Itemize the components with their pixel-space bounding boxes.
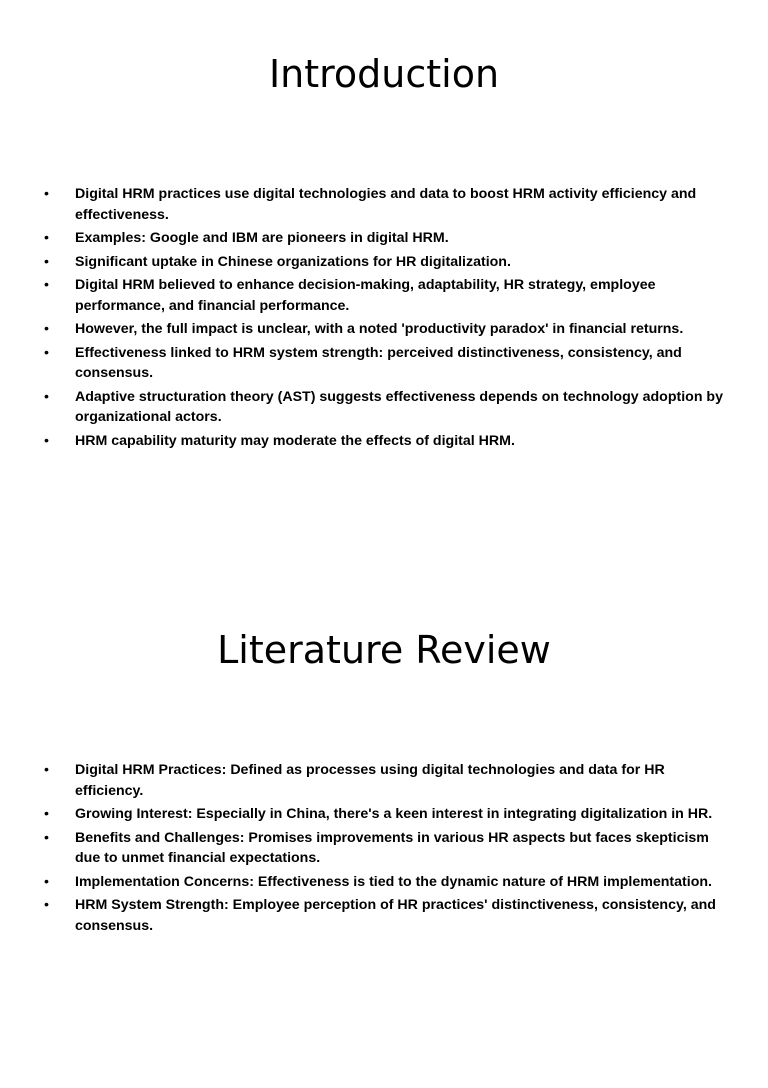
bullet-icon: •: [44, 829, 49, 846]
list-item: [44, 828, 734, 869]
list-item: [44, 343, 734, 384]
bullet-list: [44, 184, 734, 454]
list-item: [44, 252, 734, 273]
slide-title: Introduction: [268, 52, 500, 96]
bullet-text: Digital HRM practices use digital technologies and data to boost HRM activity efficiency and effectiveness.: [75, 186, 697, 223]
bullet-icon: •: [44, 388, 49, 405]
bullet-icon: •: [44, 277, 49, 293]
bullet-text: Examples: Google and IBM are pioneers in digital HRM.: [75, 230, 449, 246]
slide-title: Literature Review: [217, 628, 551, 672]
bullet-text: HRM System Strength: Employee perception of HR practices' distinctiveness, consistency, and consensus.: [75, 897, 716, 934]
bullet-text: Digital HRM believed to enhance decision-making, adaptability, HR strategy, employee performance, and financial performance.: [75, 277, 656, 314]
list-item: [44, 387, 734, 428]
bullet-icon: •: [44, 762, 49, 778]
bullet-text: HRM capability maturity may moderate the effects of digital HRM.: [75, 432, 515, 449]
list-item: [44, 228, 734, 249]
slide-introduction: [0, 0, 768, 512]
bullet-text: Adaptive structuration theory (AST) suggests effectiveness depends on technology adoption by organizational actors.: [75, 388, 723, 425]
bullet-icon: •: [44, 344, 49, 361]
bullet-text: Implementation Concerns: Effectiveness is tied to the dynamic nature of HRM implementation.: [75, 873, 712, 890]
bullet-text: However, the full impact is unclear, with a noted 'productivity paradox' in financial returns.: [75, 321, 684, 337]
list-item: [44, 895, 734, 936]
slide-literature-review: [0, 576, 768, 1088]
bullet-text: Digital HRM Practices: Defined as processes using digital technologies and data for HR efficiency.: [75, 762, 665, 799]
bullet-icon: •: [44, 321, 49, 337]
list-item: [44, 275, 734, 316]
bullet-icon: •: [44, 253, 49, 270]
bullet-icon: •: [44, 806, 49, 822]
bullet-text: Significant uptake in Chinese organizations for HR digitalization.: [75, 253, 511, 270]
list-item: [44, 184, 734, 225]
bullet-icon: •: [44, 432, 49, 449]
bullet-icon: •: [44, 186, 49, 202]
bullet-text: Effectiveness linked to HRM system strength: perceived distinctiveness, consistency, and consensus.: [75, 344, 682, 381]
bullet-list: [44, 760, 734, 939]
bullet-icon: •: [44, 873, 49, 890]
list-item: [44, 319, 734, 340]
bullet-icon: •: [44, 897, 49, 913]
list-item: [44, 760, 734, 801]
list-item: [44, 431, 734, 452]
bullet-text: Growing Interest: Especially in China, there's a keen interest in integrating digitalization in HR.: [75, 806, 713, 822]
list-item: [44, 872, 734, 893]
list-item: [44, 804, 734, 825]
bullet-icon: •: [44, 230, 49, 246]
bullet-text: Benefits and Challenges: Promises improvements in various HR aspects but faces skepticism due to unmet financial expectations.: [75, 829, 709, 866]
